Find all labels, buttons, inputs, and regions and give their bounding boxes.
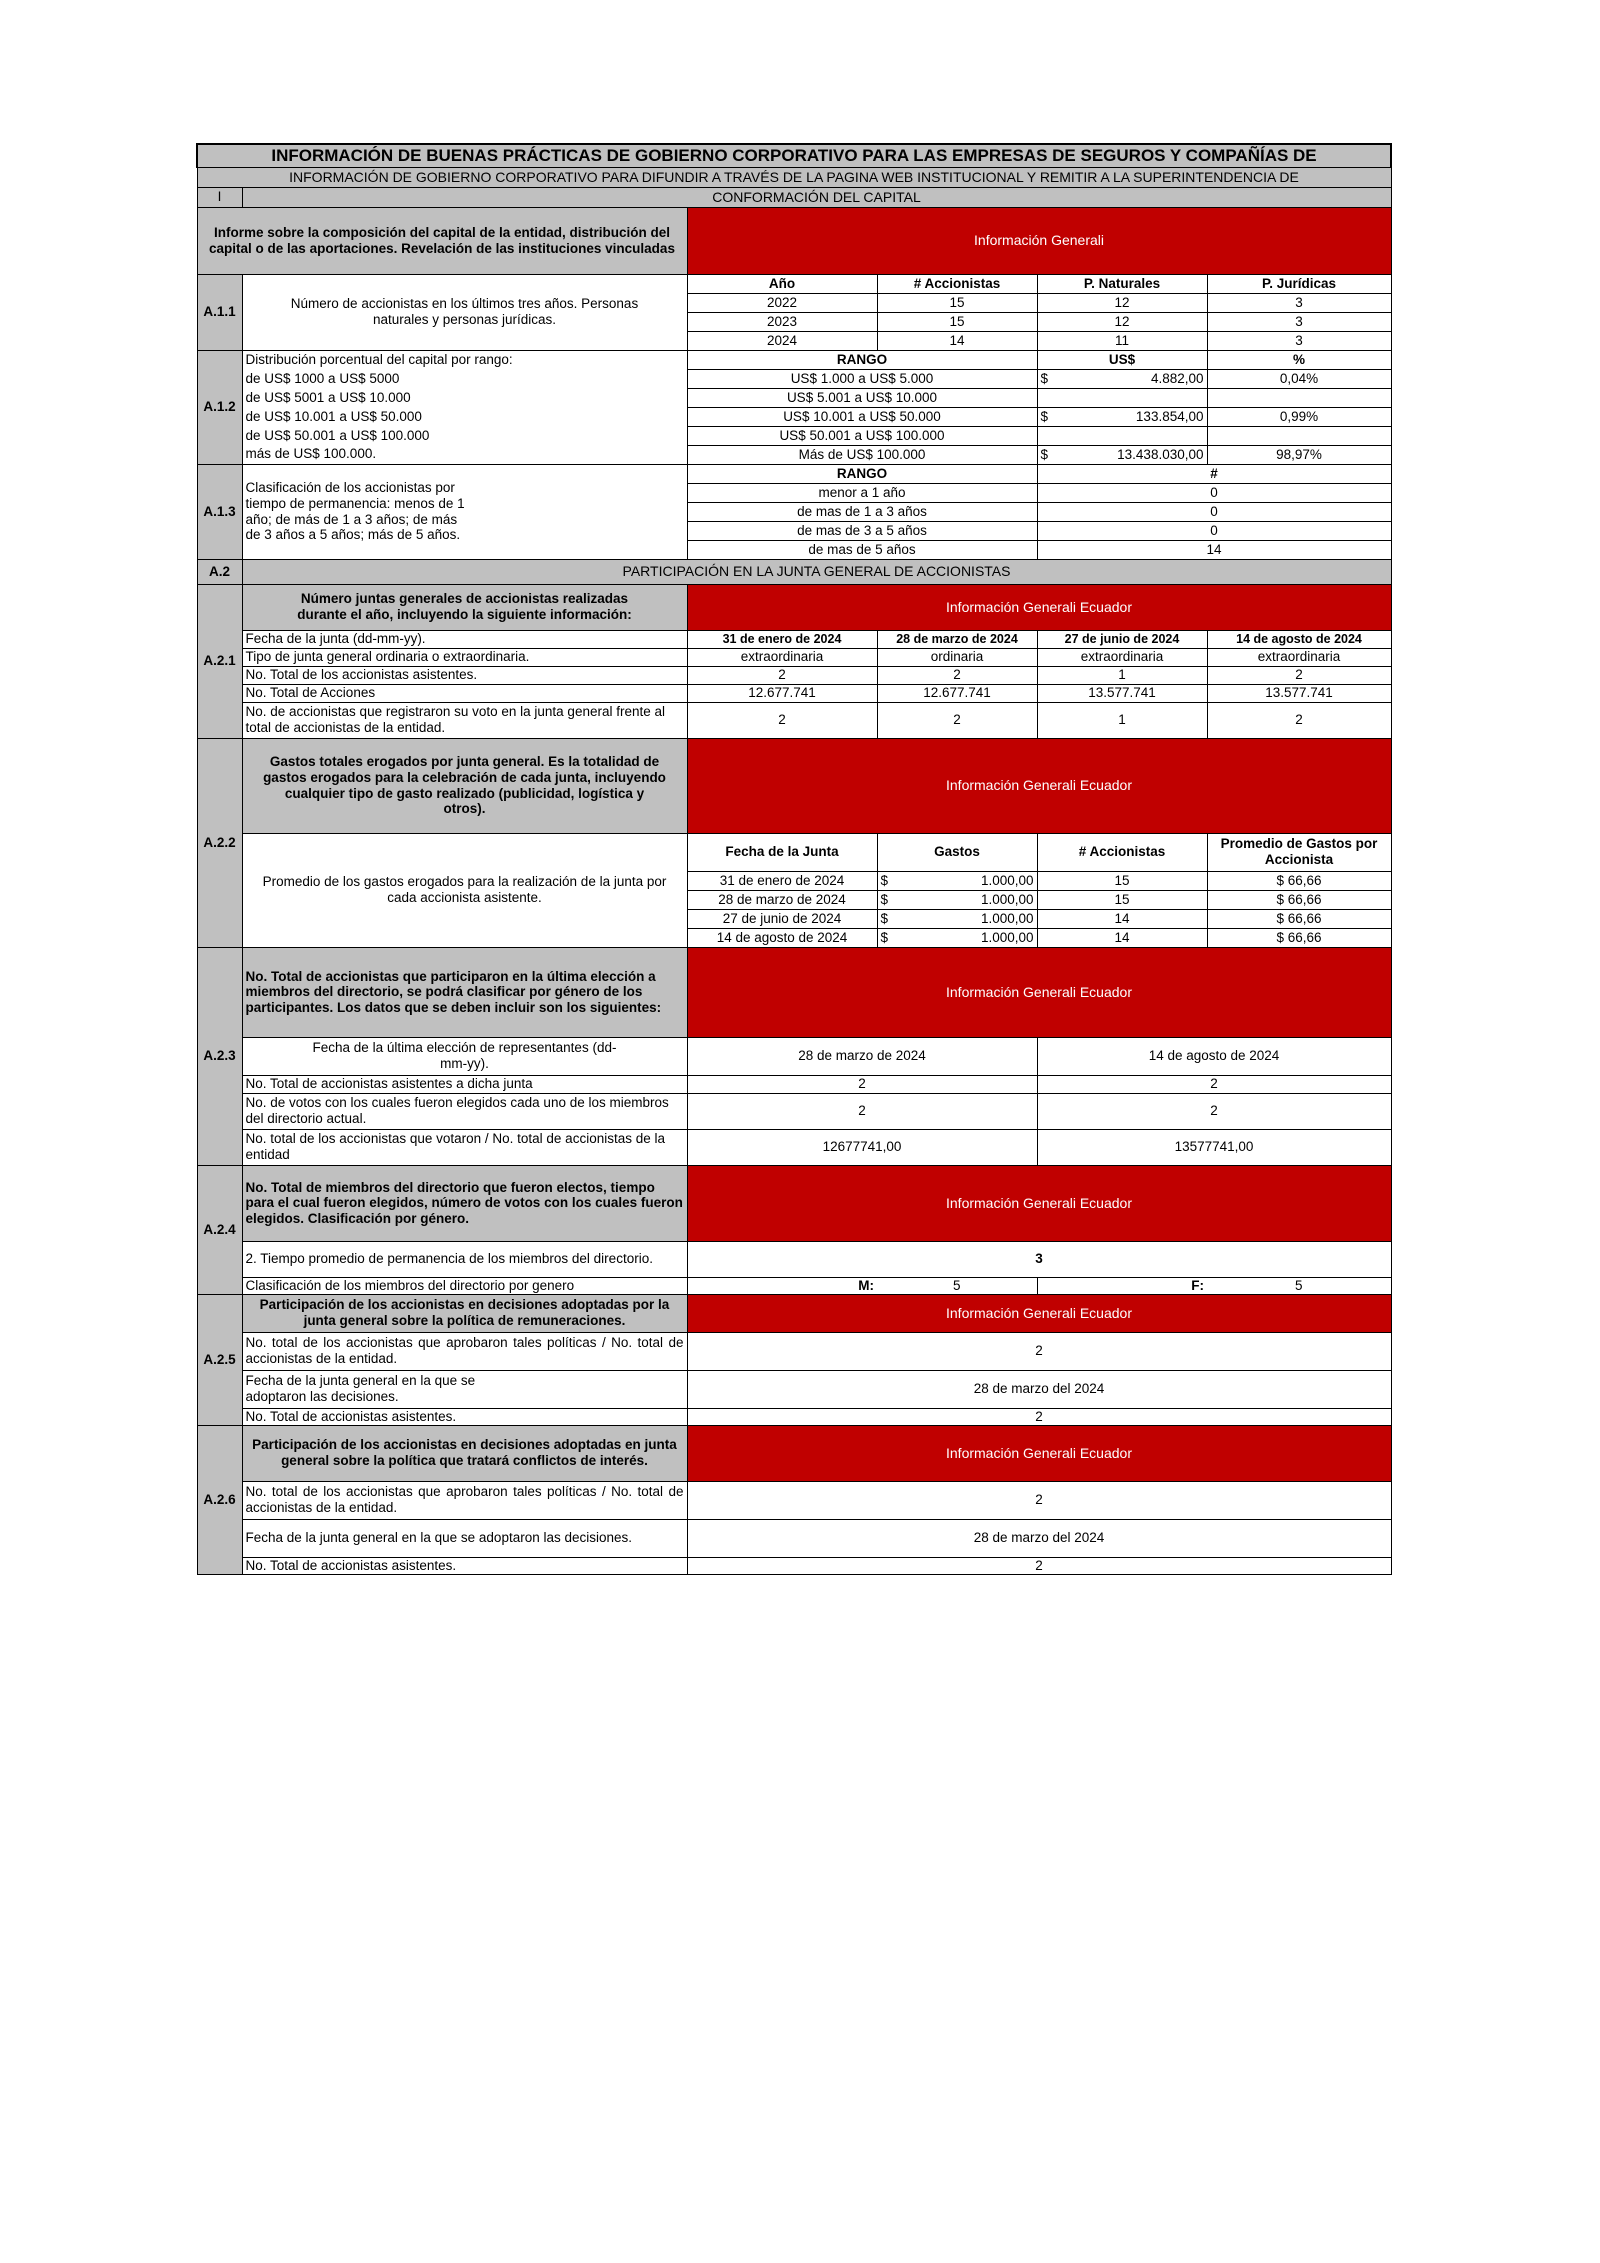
a21-label: No. Total de Acciones <box>242 684 687 702</box>
a13-header-range: RANGO <box>687 464 1037 483</box>
a22-count: 14 <box>1037 909 1207 928</box>
a11-cell: 11 <box>1037 331 1207 350</box>
a21-cell: extraordinaria <box>1207 648 1391 666</box>
a12-range: US$ 1.000 a US$ 5.000 <box>687 369 1037 388</box>
a21-cell: 13.577.741 <box>1207 684 1391 702</box>
a24-gender-label: Clasificación de los miembros del directorio por genero <box>242 1277 687 1294</box>
a23-label: No. de votos con los cuales fueron elegidos cada uno de los miembros del directorio actual. <box>242 1093 687 1129</box>
a12-range: Más de US$ 100.000 <box>687 445 1037 464</box>
a12-pct <box>1207 388 1391 407</box>
a21-cell: 2 <box>687 702 877 738</box>
a22-date: 14 de agosto de 2024 <box>687 928 877 947</box>
a22-amount: 1.000,00 <box>980 929 1034 945</box>
a13-range: de mas de 5 años <box>687 540 1037 559</box>
a24-m-label: M: <box>687 1277 877 1294</box>
a23-cell: 2 <box>687 1075 1037 1093</box>
a21-cell: 1 <box>1037 702 1207 738</box>
a23-cell: 12677741,00 <box>687 1129 1037 1165</box>
a22-average: $ 66,66 <box>1207 909 1391 928</box>
a22-header-average: Promedio de Gastos por Accionista <box>1207 833 1391 871</box>
a21-header: Información Generali Ecuador <box>687 584 1391 630</box>
page-title: INFORMACIÓN DE BUENAS PRÁCTICAS DE GOBIERNO CORPORATIVO PARA LAS EMPRESAS DE SEGUROS Y COMPAÑÍAS DE <box>197 144 1391 167</box>
a12-header-pct: % <box>1207 350 1391 369</box>
a11-cell: 12 <box>1037 312 1207 331</box>
a22-date: 27 de junio de 2024 <box>687 909 877 928</box>
a12-currency: $ <box>1040 370 1049 386</box>
a24-m-value: 5 <box>877 1277 1037 1294</box>
a12-pct: 0,99% <box>1207 407 1391 426</box>
a2-title: PARTICIPACIÓN EN LA JUNTA GENERAL DE ACCIONISTAS <box>242 559 1391 584</box>
a22-count: 14 <box>1037 928 1207 947</box>
a21-label: Fecha de la junta (dd-mm-yy). <box>242 630 687 648</box>
a12-currency: $ <box>1040 408 1049 424</box>
a25-header: Información Generali Ecuador <box>687 1294 1391 1332</box>
a25-number: A.2.5 <box>197 1294 242 1425</box>
a11-cell: 3 <box>1207 293 1391 312</box>
a22-number: A.2.2 <box>197 738 242 947</box>
a11-header-legal: P. Jurídicas <box>1207 274 1391 293</box>
a22-date: 31 de enero de 2024 <box>687 871 877 890</box>
a21-date: 14 de agosto de 2024 <box>1207 630 1391 648</box>
a24-header: Información Generali Ecuador <box>687 1165 1391 1241</box>
a22-header-shareholders: # Accionistas <box>1037 833 1207 871</box>
a13-count: 0 <box>1037 502 1391 521</box>
a11-header-natural: P. Naturales <box>1037 274 1207 293</box>
a26-value: 2 <box>687 1481 1391 1519</box>
a26-description: Participación de los accionistas en decisiones adoptadas en junta general sobre la política que tratará conflictos de interés. <box>242 1425 687 1481</box>
a12-pct: 98,97% <box>1207 445 1391 464</box>
a21-cell: 12.677.741 <box>877 684 1037 702</box>
a21-cell: 2 <box>687 666 877 684</box>
a12-header-range: RANGO <box>687 350 1037 369</box>
a11-cell: 2024 <box>687 331 877 350</box>
a25-label: No. total de los accionistas que aprobaron tales políticas / No. total de accionistas de la entidad. <box>242 1332 687 1370</box>
a21-label: No. de accionistas que registraron su voto en la junta general frente al total de accionistas de la entidad. <box>242 702 687 738</box>
a21-number: A.2.1 <box>197 584 242 738</box>
a22-description: Gastos totales erogados por junta general. Es la totalidad de gastos erogados para la celebración de cada junta, incluyendo cualquier tipo de gasto realizado (publicidad, logística y otros). <box>242 738 687 833</box>
a11-number: A.1.1 <box>197 274 242 350</box>
a24-f-label: F: <box>1037 1277 1207 1294</box>
a23-label: No. total de los accionistas que votaron / No. total de accionistas de la entidad <box>242 1129 687 1165</box>
page-subtitle: INFORMACIÓN DE GOBIERNO CORPORATIVO PARA DIFUNDIR A TRAVÉS DE LA PAGINA WEB INSTITUCIONAL Y REMITIR A LA SUPERINTENDENCIA DE <box>197 167 1391 187</box>
a12-currency: $ <box>1040 446 1049 462</box>
a11-cell: 14 <box>877 331 1037 350</box>
a23-label: Fecha de la última elección de representantes (dd-mm-yy). <box>242 1037 687 1075</box>
a22-currency: $ <box>880 872 889 888</box>
capital-header: Información Generali <box>687 207 1391 274</box>
a25-value: 2 <box>687 1408 1391 1425</box>
a22-average: $ 66,66 <box>1207 871 1391 890</box>
a21-label: No. Total de los accionistas asistentes. <box>242 666 687 684</box>
a13-number: A.1.3 <box>197 464 242 559</box>
a25-description: Participación de los accionistas en decisiones adoptadas por la junta general sobre la política de remuneraciones. <box>242 1294 687 1332</box>
a11-cell: 3 <box>1207 331 1391 350</box>
a22-amount: 1.000,00 <box>980 891 1034 907</box>
a21-cell: extraordinaria <box>687 648 877 666</box>
a11-cell: 15 <box>877 293 1037 312</box>
a12-description-line: más de US$ 100.000. <box>242 445 687 464</box>
a12-amount: 13.438.030,00 <box>1117 446 1204 462</box>
a21-cell: 2 <box>877 702 1037 738</box>
a12-range: US$ 50.001 a US$ 100.000 <box>687 426 1037 445</box>
a13-description-line: año; de más de 1 a 3 años; de más <box>245 511 458 527</box>
a12-header-usd: US$ <box>1037 350 1207 369</box>
a11-cell: 3 <box>1207 312 1391 331</box>
a12-description-line: de US$ 10.001 a US$ 50.000 <box>242 407 687 426</box>
section-title: CONFORMACIÓN DEL CAPITAL <box>242 187 1391 207</box>
a23-cell: 2 <box>687 1093 1037 1129</box>
a26-number: A.2.6 <box>197 1425 242 1574</box>
a13-count: 0 <box>1037 483 1391 502</box>
a24-tenure-label: 2. Tiempo promedio de permanencia de los miembros del directorio. <box>242 1241 687 1277</box>
a26-header: Información Generali Ecuador <box>687 1425 1391 1481</box>
a24-description: No. Total de miembros del directorio que fueron electos, tiempo para el cual fueron elegidos, número de votos con los cuales fueron elegidos. Clasificación por género. <box>242 1165 687 1241</box>
a23-description: No. Total de accionistas que participaron en la última elección a miembros del directorio, se podrá clasificar por género de los participantes. Los datos que se deben incluir son los siguientes: <box>242 947 687 1037</box>
a12-number: A.1.2 <box>197 350 242 464</box>
a11-description: Número de accionistas en los últimos tres años. Personas naturales y personas jurídicas. <box>242 274 687 350</box>
a23-cell: 13577741,00 <box>1037 1129 1391 1165</box>
a12-description-line: de US$ 5001 a US$ 10.000 <box>242 388 687 407</box>
a23-label: No. Total de accionistas asistentes a dicha junta <box>242 1075 687 1093</box>
a24-tenure-value: 3 <box>687 1241 1391 1277</box>
a21-label: Tipo de junta general ordinaria o extraordinaria. <box>242 648 687 666</box>
a23-cell: 2 <box>1037 1075 1391 1093</box>
a21-cell: 12.677.741 <box>687 684 877 702</box>
a23-header: Información Generali Ecuador <box>687 947 1391 1037</box>
a2-number: A.2 <box>197 559 242 584</box>
a26-value: 2 <box>687 1557 1391 1574</box>
a22-average: $ 66,66 <box>1207 928 1391 947</box>
a12-description-line: de US$ 1000 a US$ 5000 <box>242 369 687 388</box>
a21-date: 31 de enero de 2024 <box>687 630 877 648</box>
a12-range: US$ 5.001 a US$ 10.000 <box>687 388 1037 407</box>
a22-header-expenses: Gastos <box>877 833 1037 871</box>
a22-date: 28 de marzo de 2024 <box>687 890 877 909</box>
a21-cell: extraordinaria <box>1037 648 1207 666</box>
a23-number: A.2.3 <box>197 947 242 1165</box>
a21-cell: 2 <box>877 666 1037 684</box>
a22-count: 15 <box>1037 890 1207 909</box>
a21-cell: 2 <box>1207 702 1391 738</box>
a13-range: de mas de 1 a 3 años <box>687 502 1037 521</box>
a24-number: A.2.4 <box>197 1165 242 1294</box>
a25-label: No. Total de accionistas asistentes. <box>242 1408 687 1425</box>
a13-description-line: tiempo de permanencia: menos de 1 <box>245 495 465 511</box>
a21-cell: 1 <box>1037 666 1207 684</box>
a22-amount: 1.000,00 <box>980 872 1034 888</box>
a11-cell: 12 <box>1037 293 1207 312</box>
a22-count: 15 <box>1037 871 1207 890</box>
a11-header-year: Año <box>687 274 877 293</box>
capital-description: Informe sobre la composición del capital de la entidad, distribución del capital o de las aportaciones. Revelación de las instituciones vinculadas <box>197 207 687 274</box>
a25-label: Fecha de la junta general en la que se adoptaron las decisiones. <box>242 1370 687 1408</box>
a12-description-line: Distribución porcentual del capital por rango: <box>242 350 687 369</box>
a26-label: Fecha de la junta general en la que se adoptaron las decisiones. <box>242 1519 687 1557</box>
a13-range: de mas de 3 a 5 años <box>687 521 1037 540</box>
a11-cell: 2022 <box>687 293 877 312</box>
a12-range: US$ 10.001 a US$ 50.000 <box>687 407 1037 426</box>
a23-cell: 2 <box>1037 1093 1391 1129</box>
a24-f-value: 5 <box>1207 1277 1391 1294</box>
a21-date: 28 de marzo de 2024 <box>877 630 1037 648</box>
a13-range: menor a 1 año <box>687 483 1037 502</box>
a13-count: 0 <box>1037 521 1391 540</box>
a21-date: 27 de junio de 2024 <box>1037 630 1207 648</box>
a26-label: No. total de los accionistas que aprobaron tales políticas / No. total de accionistas de la entidad. <box>242 1481 687 1519</box>
a23-cell: 14 de agosto de 2024 <box>1037 1037 1391 1075</box>
a13-header-count: # <box>1037 464 1391 483</box>
a12-description-line: de US$ 50.001 a US$ 100.000 <box>242 426 687 445</box>
a13-description-line: Clasificación de los accionistas por <box>245 480 455 496</box>
a13-description-line: de 3 años a 5 años; más de 5 años. <box>245 527 461 543</box>
a21-cell: 13.577.741 <box>1037 684 1207 702</box>
a22-currency: $ <box>880 891 889 907</box>
section-number: I <box>197 187 242 207</box>
a11-cell: 15 <box>877 312 1037 331</box>
a25-value: 28 de marzo del 2024 <box>687 1370 1391 1408</box>
a22-sub-description: Promedio de los gastos erogados para la realización de la junta por cada accionista asistente. <box>242 833 687 947</box>
a22-header-date: Fecha de la Junta <box>687 833 877 871</box>
a23-cell: 28 de marzo de 2024 <box>687 1037 1037 1075</box>
a13-count: 14 <box>1037 540 1391 559</box>
a26-label: No. Total de accionistas asistentes. <box>242 1557 687 1574</box>
a22-currency: $ <box>880 910 889 926</box>
a12-pct: 0,04% <box>1207 369 1391 388</box>
a25-value: 2 <box>687 1332 1391 1370</box>
a21-cell: ordinaria <box>877 648 1037 666</box>
a11-cell: 2023 <box>687 312 877 331</box>
a22-currency: $ <box>880 929 889 945</box>
a11-header-shareholders: # Accionistas <box>877 274 1037 293</box>
a12-amount: 133.854,00 <box>1135 408 1204 424</box>
a22-average: $ 66,66 <box>1207 890 1391 909</box>
a22-amount: 1.000,00 <box>980 910 1034 926</box>
a26-value: 28 de marzo del 2024 <box>687 1519 1391 1557</box>
a22-header: Información Generali Ecuador <box>687 738 1391 833</box>
governance-table <box>196 143 1392 1575</box>
a21-description: Número juntas generales de accionistas realizadas durante el año, incluyendo la siguiente información: <box>242 584 687 630</box>
a12-amount: 4.882,00 <box>1150 370 1204 386</box>
a12-pct <box>1207 426 1391 445</box>
a21-cell: 2 <box>1207 666 1391 684</box>
